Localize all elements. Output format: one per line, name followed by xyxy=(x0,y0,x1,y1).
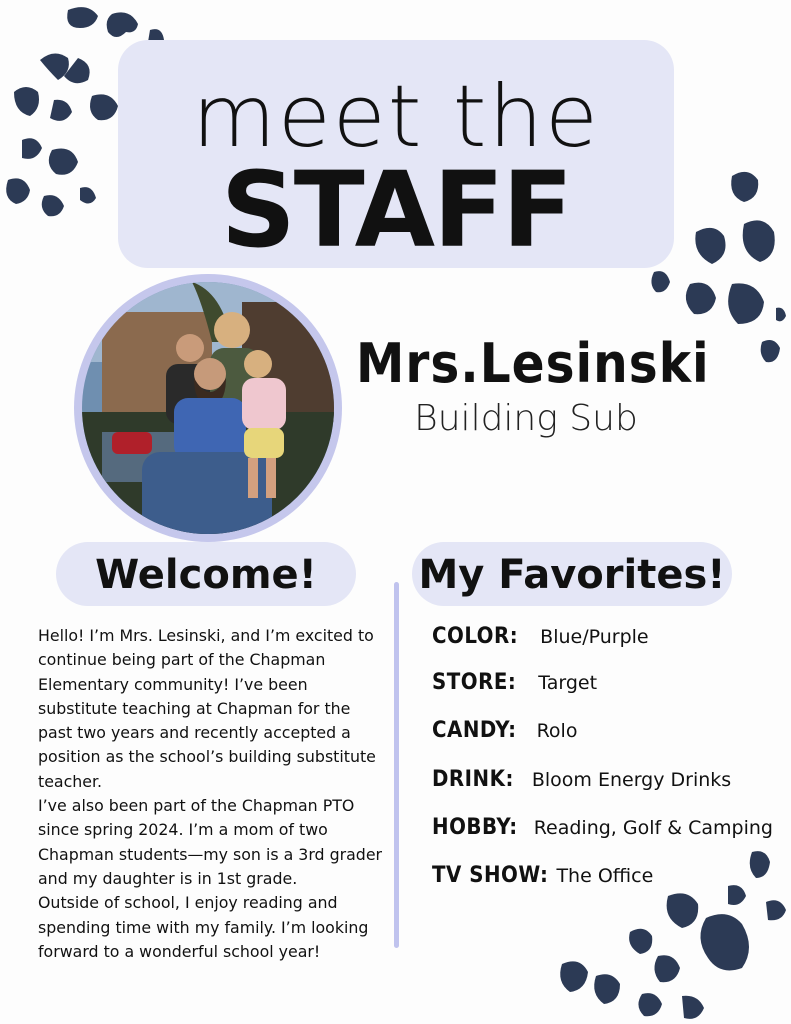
favorite-label: STORE: xyxy=(432,670,517,695)
welcome-heading: Welcome! xyxy=(56,542,356,606)
favorite-value: The Office xyxy=(556,865,654,887)
favorite-label: COLOR: xyxy=(432,624,519,649)
favorite-item-hobby xyxy=(432,815,773,840)
favorite-value: Rolo xyxy=(536,720,578,742)
family-photo xyxy=(82,282,334,534)
family-photo-frame xyxy=(74,274,342,542)
favorite-value: Bloom Energy Drinks xyxy=(531,769,732,791)
favorite-item-tv-show xyxy=(432,863,653,888)
column-divider xyxy=(394,582,399,948)
favorite-value: Target xyxy=(538,672,598,694)
favorite-value: Blue/Purple xyxy=(540,626,649,648)
bio-paragraph: I’ve also been part of the Chapman PTO since spring 2024. I’m a mom of two Chapman students—my son is a 3rd grader and my daughter is in 1st grade. xyxy=(38,796,383,888)
favorite-item-color xyxy=(432,624,649,649)
title-line-meet-the: meet the xyxy=(192,67,600,167)
favorite-label: CANDY: xyxy=(432,718,517,743)
title-line-staff: STAFF xyxy=(220,149,572,271)
staff-name: Mrs.Lesinski xyxy=(356,332,710,395)
favorite-item-store xyxy=(432,670,597,695)
favorite-label: TV SHOW: xyxy=(432,863,549,888)
favorite-item-candy xyxy=(432,718,577,743)
welcome-bio xyxy=(38,624,388,964)
favorites-heading: My Favorites! xyxy=(412,542,732,606)
title-banner xyxy=(118,40,674,271)
favorite-label: HOBBY: xyxy=(432,815,518,840)
favorite-label: DRINK: xyxy=(432,767,514,792)
bio-paragraph: Outside of school, I enjoy reading and spending time with my family. I’m looking forward to a wonderful school year! xyxy=(38,893,369,961)
favorite-item-drink xyxy=(432,767,731,792)
bio-paragraph: Hello! I’m Mrs. Lesinski, and I’m excited to continue being part of the Chapman Elementary community! I’ve been substitute teaching at Chapman for the past two years and recently accepted a position as the school’s building substitute teacher. xyxy=(38,626,376,791)
favorite-value: Reading, Golf & Camping xyxy=(533,817,773,839)
staff-role: Building Sub xyxy=(414,398,638,439)
